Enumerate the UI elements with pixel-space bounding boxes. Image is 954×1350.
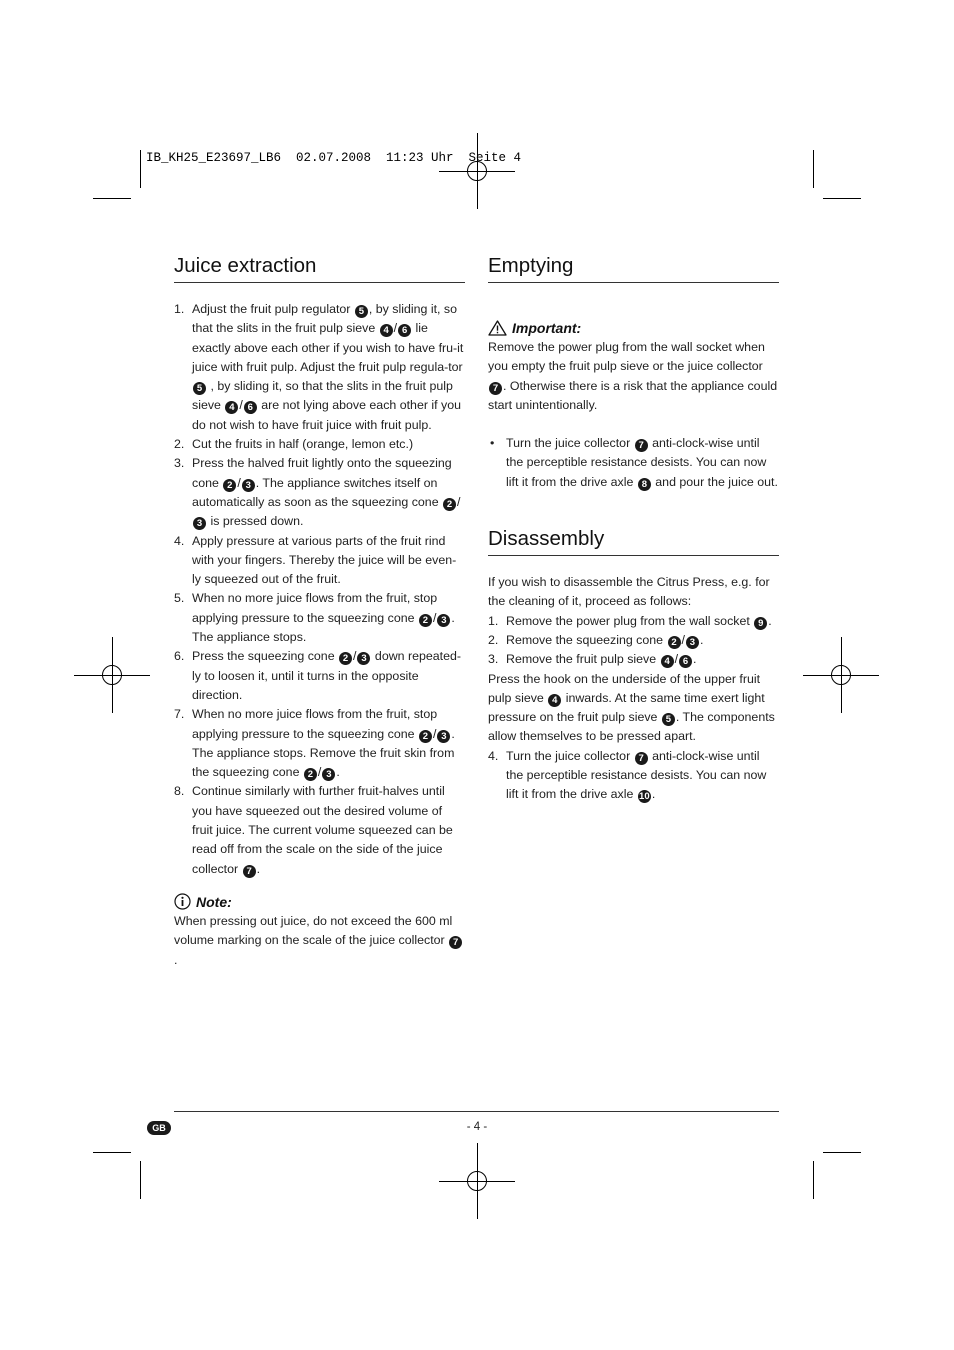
crop-mark [140, 150, 141, 188]
language-badge: GB [147, 1121, 171, 1135]
juice-extraction-heading: Juice extraction [174, 253, 465, 283]
list-item: 1. Adjust the fruit pulp regulator 5 , by sliding it, so that the slits in the fruit pulp sieve 4 / 6 lie exactly above each other if you wish to have fru-it juice with fruit pulp. Adjust the fruit pulp regula-tor 5 , by sliding it, so that the slits in the fruit pulp sieve 4 / 6 are not lying above each other if you do not wish to have fruit juice with fruit pulp. [174, 302, 464, 432]
right-column [488, 253, 779, 805]
part-number-badge: 10 [639, 791, 650, 803]
step-number: 7. [174, 707, 185, 722]
list-item: 6. Press the squeezing cone 2 / 3 down repeated-ly to loosen it, until it turns in the opposite direction. [174, 649, 462, 702]
disassembly-heading: Disassembly [488, 526, 779, 556]
important-box [488, 318, 779, 415]
part-number-badge: 6 [398, 324, 411, 337]
footer-rule [174, 1111, 779, 1112]
step-number: 2. [174, 437, 185, 452]
part-number-badge: 6 [244, 401, 257, 414]
registration-mark-bottom [439, 1143, 515, 1219]
crop-mark [813, 150, 814, 188]
part-number-badge: 7 [243, 865, 256, 878]
bullet-icon: • [490, 436, 495, 451]
crop-mark [823, 1152, 861, 1153]
part-number-badge: 9 [754, 617, 767, 630]
warning-icon [488, 320, 507, 336]
info-icon [174, 893, 191, 910]
note-header [174, 892, 465, 912]
step-number: 5. [174, 591, 185, 606]
registration-mark-top [439, 133, 515, 209]
part-number-badge: 7 [635, 439, 648, 452]
note-text: When pressing out juice, do not exceed the 600 ml volume marking on the scale of the juice collector 7. [174, 912, 465, 970]
page-number: - 4 - [466, 1121, 488, 1133]
part-number-badge: 4 [661, 655, 674, 668]
crop-mark [93, 1152, 131, 1153]
step-number: 8. [174, 784, 185, 799]
list-item: • Turn the juice collector 7 anti-clock-wise until the perceptible resistance desists. You can now lift it from the drive axle 8 and pour the juice out. [490, 436, 778, 490]
important-title: Important: [512, 320, 582, 336]
part-number-badge: 3 [242, 479, 255, 492]
step-number: 6. [174, 649, 185, 664]
list-item: 7. When no more juice flows from the fruit, stop applying pressure to the squeezing cone 2 / 3 . The appliance stops. Remove the fruit skin from the squeezing cone 2 / 3 . [174, 707, 455, 781]
part-number-badge: 5 [193, 382, 206, 395]
part-number-badge: 7 [449, 936, 462, 949]
part-number-badge: 2 [443, 498, 456, 511]
step-number: 3. [174, 456, 185, 471]
note-box [174, 892, 465, 970]
juice-extraction-steps [174, 300, 465, 879]
part-number-badge: 2 [419, 614, 432, 627]
part-number-badge: 3 [686, 636, 699, 649]
part-number-badge: 7 [635, 752, 648, 765]
list-item: 5. When no more juice flows from the fruit, stop applying pressure to the squeezing cone 2 / 3 . The appliance stops. [174, 591, 455, 645]
step-number: 3. [488, 652, 499, 667]
list-item: 8. Continue similarly with further fruit-halves until you have squeezed out the desired volume of fruit juice. The current volume squeezed can be read off from the scale on the side of the juice collector 7 . [174, 784, 453, 877]
step-number: 1. [488, 613, 499, 628]
step-number: 4. [488, 748, 499, 763]
registration-mark-left [74, 637, 150, 713]
step-number: 1. [174, 302, 185, 316]
part-number-badge: 2 [304, 768, 317, 781]
list-item: 3. Remove the fruit pulp sieve 4 / 6 . [488, 650, 779, 669]
part-number-badge: 3 [322, 768, 335, 781]
left-column [174, 253, 465, 970]
emptying-bullets [488, 434, 779, 492]
crop-mark [93, 198, 131, 199]
part-number-badge: 3 [357, 652, 370, 665]
part-number-badge: 3 [437, 730, 450, 743]
part-number-badge: 4 [380, 324, 393, 337]
disassembly-steps-continued [488, 747, 779, 805]
part-number-badge: 2 [339, 652, 352, 665]
step-number: 2. [488, 632, 499, 647]
important-text: Remove the power plug from the wall socket when you empty the fruit pulp sieve or the juice collector 7 . Otherwise there is a risk that the appliance could start unintentionally. [488, 340, 778, 412]
part-number-badge: 4 [225, 401, 238, 414]
crop-mark [140, 1161, 141, 1199]
disassembly-paragraph: Press the hook on the underside of the upper fruit pulp sieve 4 inwards. At the same time exert light pressure on the fruit pulp sieve 5 . The components allow themselves to be pressed apart. [488, 671, 775, 744]
part-number-badge: 3 [193, 517, 206, 530]
part-number-badge: 6 [679, 655, 692, 668]
crop-mark [813, 1161, 814, 1199]
list-item: 1. Remove the power plug from the wall socket 9 . [488, 612, 779, 631]
registration-mark-right [803, 637, 879, 713]
part-number-badge: 2 [223, 479, 236, 492]
list-item: 3. Press the halved fruit lightly onto the squeezing cone 2 / 3 . The appliance switches itself on automatically as soon as the squeezing cone 2 /3 is pressed down. [174, 456, 461, 530]
list-item: 2. Remove the squeezing cone 2 / 3 . [488, 631, 779, 650]
part-number-badge: 5 [355, 305, 368, 318]
part-number-badge: 5 [662, 713, 675, 726]
part-number-badge: 7 [489, 382, 502, 395]
part-number-badge: 2 [419, 730, 432, 743]
disassembly-steps [488, 612, 779, 670]
part-number-badge: 8 [638, 478, 651, 491]
crop-mark [823, 198, 861, 199]
important-header [488, 318, 779, 338]
part-number-badge: 4 [548, 694, 561, 707]
list-item: 4. Apply pressure at various parts of the fruit rind with your fingers. Thereby the juice will be even-ly squeezed out of the fruit. [174, 533, 457, 587]
emptying-heading: Emptying [488, 253, 779, 283]
print-slug: IB_KH25_E23697_LB6 02.07.2008 11:23 Uhr Seite 4 [146, 151, 522, 165]
disassembly-intro: If you wish to disassemble the Citrus Press, e.g. for the cleaning of it, proceed as follows: [488, 575, 770, 609]
note-title: Note: [196, 893, 232, 910]
step-number: 4. [174, 533, 185, 548]
part-number-badge: 2 [668, 636, 681, 649]
list-item: 2. Cut the fruits in half (orange, lemon etc.) [174, 435, 465, 454]
part-number-badge: 3 [437, 614, 450, 627]
list-item: 4. Turn the juice collector 7 anti-clock-wise until the perceptible resistance desists. You can now lift it from the drive axle 10 . [488, 748, 767, 803]
